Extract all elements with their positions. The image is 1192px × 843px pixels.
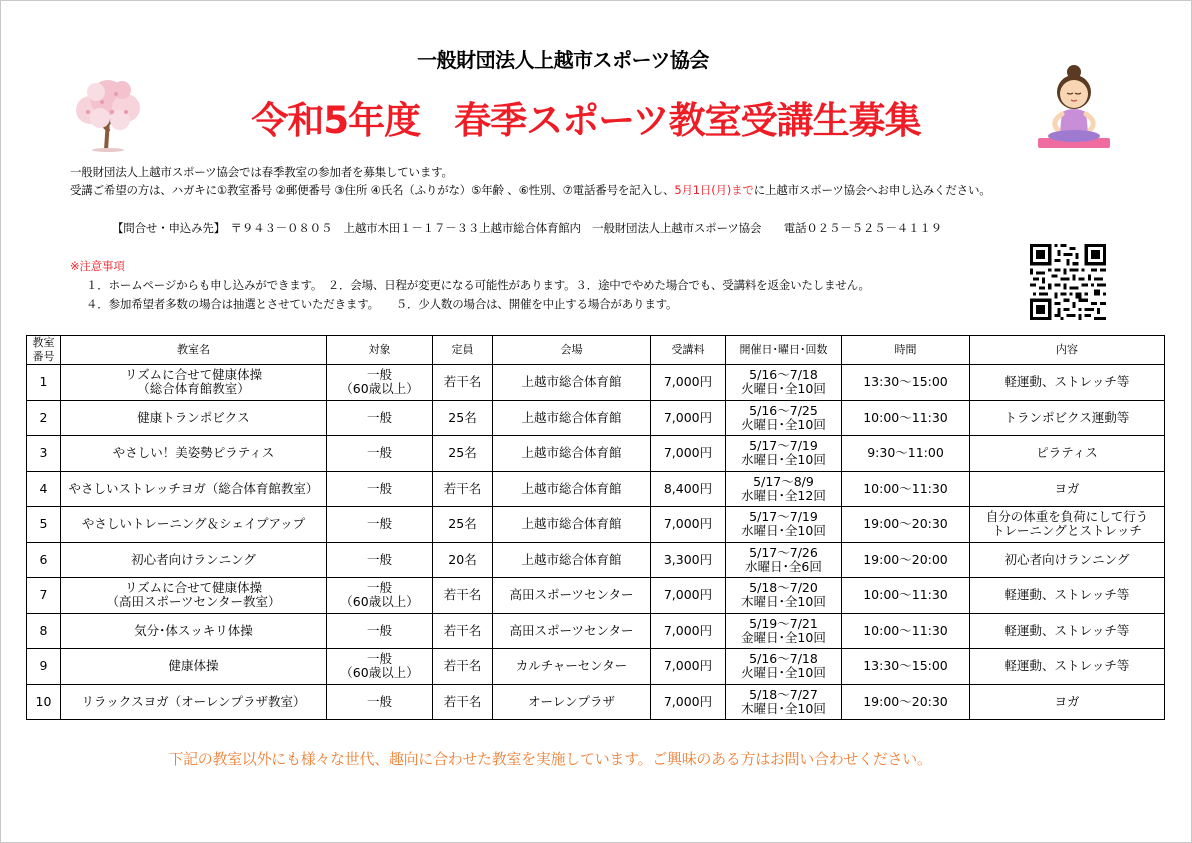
cell-time: 19:00～20:30 — [842, 684, 970, 720]
organization-title: 一般財団法人上越市スポーツ協会 — [417, 48, 709, 72]
header-time: 時間 — [842, 336, 970, 365]
table-row — [27, 365, 1165, 401]
cell-target: 一般 （60歳以上） — [327, 649, 433, 685]
table-row — [27, 471, 1165, 507]
cell-name: リラックスヨガ（オーレンプラザ教室） — [61, 684, 327, 720]
cell-time: 10:00～11:30 — [842, 400, 970, 436]
qr-code-icon[interactable] — [1030, 244, 1106, 320]
cell-fee: 7,000円 — [651, 507, 726, 543]
cell-schedule: 5/19～7/21 金曜日･全10回 — [726, 613, 842, 649]
table-row — [27, 507, 1165, 543]
cell-content: 軽運動、ストレッチ等 — [970, 649, 1165, 685]
cell-schedule: 5/18～7/27 木曜日･全10回 — [726, 684, 842, 720]
cell-num: 8 — [27, 613, 61, 649]
cell-time: 13:30～15:00 — [842, 649, 970, 685]
cell-num: 4 — [27, 471, 61, 507]
cell-content: 初心者向けランニング — [970, 542, 1165, 578]
cell-target: 一般 — [327, 684, 433, 720]
table-row — [27, 578, 1165, 614]
cell-venue: 高田スポーツセンター — [493, 613, 651, 649]
intro-line-2: 受講ご希望の方は、ハガキに①教室番号 ②郵便番号 ③住所 ④氏名（ふりがな）⑤年齢 、⑥性別、⑦電話番号を記入し、5月1日(月)までに上越市スポーツ協会へお申し込みください。 — [70, 183, 991, 197]
cell-fee: 7,000円 — [651, 649, 726, 685]
cell-name: リズムに合せて健康体操 （総合体育館教室） — [61, 365, 327, 401]
cell-venue: オーレンプラザ — [493, 684, 651, 720]
cell-capacity: 若干名 — [433, 613, 493, 649]
cell-fee: 8,400円 — [651, 471, 726, 507]
cell-target: 一般 — [327, 507, 433, 543]
cell-content: ピラティス — [970, 436, 1165, 472]
cell-fee: 7,000円 — [651, 400, 726, 436]
header-fee: 受講料 — [651, 336, 726, 365]
cell-target: 一般 （60歳以上） — [327, 578, 433, 614]
cell-num: 3 — [27, 436, 61, 472]
cell-num: 2 — [27, 400, 61, 436]
cell-venue: 上越市総合体育館 — [493, 542, 651, 578]
cell-capacity: 25名 — [433, 400, 493, 436]
cell-num: 1 — [27, 365, 61, 401]
table-row — [27, 613, 1165, 649]
cell-fee: 7,000円 — [651, 365, 726, 401]
table-row — [27, 684, 1165, 720]
cell-content: 軽運動、ストレッチ等 — [970, 613, 1165, 649]
cell-schedule: 5/17～7/19 水曜日･全10回 — [726, 507, 842, 543]
cell-num: 6 — [27, 542, 61, 578]
cell-venue: カルチャーセンター — [493, 649, 651, 685]
cell-schedule: 5/17～7/26 水曜日･全6回 — [726, 542, 842, 578]
cell-fee: 7,000円 — [651, 436, 726, 472]
header-schedule: 開催日･曜日･回数 — [726, 336, 842, 365]
cell-capacity: 25名 — [433, 507, 493, 543]
cell-content: 自分の体重を負荷にして行う トレーニングとストレッチ — [970, 507, 1165, 543]
cell-target: 一般 — [327, 400, 433, 436]
cell-time: 13:30～15:00 — [842, 365, 970, 401]
cell-capacity: 20名 — [433, 542, 493, 578]
cell-venue: 上越市総合体育館 — [493, 507, 651, 543]
class-table — [26, 335, 1165, 720]
cell-name: やさしい！美姿勢ピラティス — [61, 436, 327, 472]
cell-target: 一般 （60歳以上） — [327, 365, 433, 401]
cell-name: リズムに合せて健康体操 （高田スポーツセンター教室） — [61, 578, 327, 614]
cell-capacity: 若干名 — [433, 365, 493, 401]
cell-schedule: 5/16～7/25 火曜日･全10回 — [726, 400, 842, 436]
deadline-text: 5月1日(月)まで — [674, 183, 754, 197]
cell-target: 一般 — [327, 542, 433, 578]
table-header-row — [27, 336, 1165, 365]
title-year: 令和5年度 — [251, 99, 421, 142]
cell-time: 9:30～11:00 — [842, 436, 970, 472]
header-content: 内容 — [970, 336, 1165, 365]
cell-content: トランポビクス運動等 — [970, 400, 1165, 436]
cell-capacity: 若干名 — [433, 684, 493, 720]
cell-name: 気分･体スッキリ体操 — [61, 613, 327, 649]
cell-name: 健康トランポビクス — [61, 400, 327, 436]
cell-name: やさしいトレーニング＆シェイプアップ — [61, 507, 327, 543]
cell-venue: 上越市総合体育館 — [493, 400, 651, 436]
cell-schedule: 5/18～7/20 木曜日･全10回 — [726, 578, 842, 614]
title-main: 春季スポーツ教室受講生募集 — [454, 99, 921, 142]
intro-line-1: 一般財団法人上越市スポーツ協会では春季教室の参加者を募集しています。 — [70, 165, 453, 179]
cell-capacity: 若干名 — [433, 578, 493, 614]
header-name: 教室名 — [61, 336, 327, 365]
cell-fee: 7,000円 — [651, 613, 726, 649]
page-title — [0, 90, 1172, 144]
cell-time: 19:00～20:30 — [842, 507, 970, 543]
cell-content: 軽運動、ストレッチ等 — [970, 578, 1165, 614]
cell-num: 9 — [27, 649, 61, 685]
cell-time: 19:00～20:00 — [842, 542, 970, 578]
notes-line-2: ４．参加希望者多数の場合は抽選とさせていただきます。 ５．少人数の場合は、開催を中止する場合があります。 — [86, 297, 678, 311]
cell-num: 5 — [27, 507, 61, 543]
cell-content: 軽運動、ストレッチ等 — [970, 365, 1165, 401]
cell-name: 健康体操 — [61, 649, 327, 685]
table-row — [27, 542, 1165, 578]
cell-fee: 7,000円 — [651, 578, 726, 614]
cell-time: 10:00～11:30 — [842, 578, 970, 614]
cell-venue: 上越市総合体育館 — [493, 471, 651, 507]
cell-schedule: 5/16～7/18 火曜日･全10回 — [726, 649, 842, 685]
cell-capacity: 25名 — [433, 436, 493, 472]
table-row — [27, 436, 1165, 472]
cell-time: 10:00～11:30 — [842, 613, 970, 649]
notes-heading: ※注意事項 — [70, 259, 125, 273]
cell-capacity: 若干名 — [433, 649, 493, 685]
cell-schedule: 5/17～7/19 水曜日･全10回 — [726, 436, 842, 472]
cell-num: 10 — [27, 684, 61, 720]
cell-name: やさしいストレッチヨガ（総合体育館教室） — [61, 471, 327, 507]
cell-venue: 上越市総合体育館 — [493, 365, 651, 401]
cell-content: ヨガ — [970, 684, 1165, 720]
cell-venue: 上越市総合体育館 — [493, 436, 651, 472]
cell-target: 一般 — [327, 436, 433, 472]
contact-info: 【問合せ・申込み先】 〒９４３－０８０５ 上越市木田１－１７－３３上越市総合体育館内 一般財団法人上越市スポーツ協会 電話０２５－５２５－４１１９ — [112, 221, 942, 235]
cell-schedule: 5/17～8/9 水曜日･全12回 — [726, 471, 842, 507]
cell-content: ヨガ — [970, 471, 1165, 507]
cell-time: 10:00～11:30 — [842, 471, 970, 507]
cell-venue: 高田スポーツセンター — [493, 578, 651, 614]
cell-fee: 3,300円 — [651, 542, 726, 578]
cell-target: 一般 — [327, 613, 433, 649]
footer-note: 下記の教室以外にも様々な世代、趣向に合わせた教室を実施しています。ご興味のある方はお問い合わせください。 — [168, 750, 932, 768]
table-row — [27, 400, 1165, 436]
header-capacity: 定員 — [433, 336, 493, 365]
cell-target: 一般 — [327, 471, 433, 507]
cell-num: 7 — [27, 578, 61, 614]
cell-fee: 7,000円 — [651, 684, 726, 720]
header-num: 教室 番号 — [27, 336, 61, 365]
cell-capacity: 若干名 — [433, 471, 493, 507]
cell-schedule: 5/16～7/18 火曜日･全10回 — [726, 365, 842, 401]
table-row — [27, 649, 1165, 685]
header-venue: 会場 — [493, 336, 651, 365]
header-target: 対象 — [327, 336, 433, 365]
cell-name: 初心者向けランニング — [61, 542, 327, 578]
notes-line-1: １．ホームページからも申し込みができます。 ２．会場、日程が変更になる可能性があります。３．途中でやめた場合でも、受講料を返金いたしません。 — [86, 278, 870, 292]
